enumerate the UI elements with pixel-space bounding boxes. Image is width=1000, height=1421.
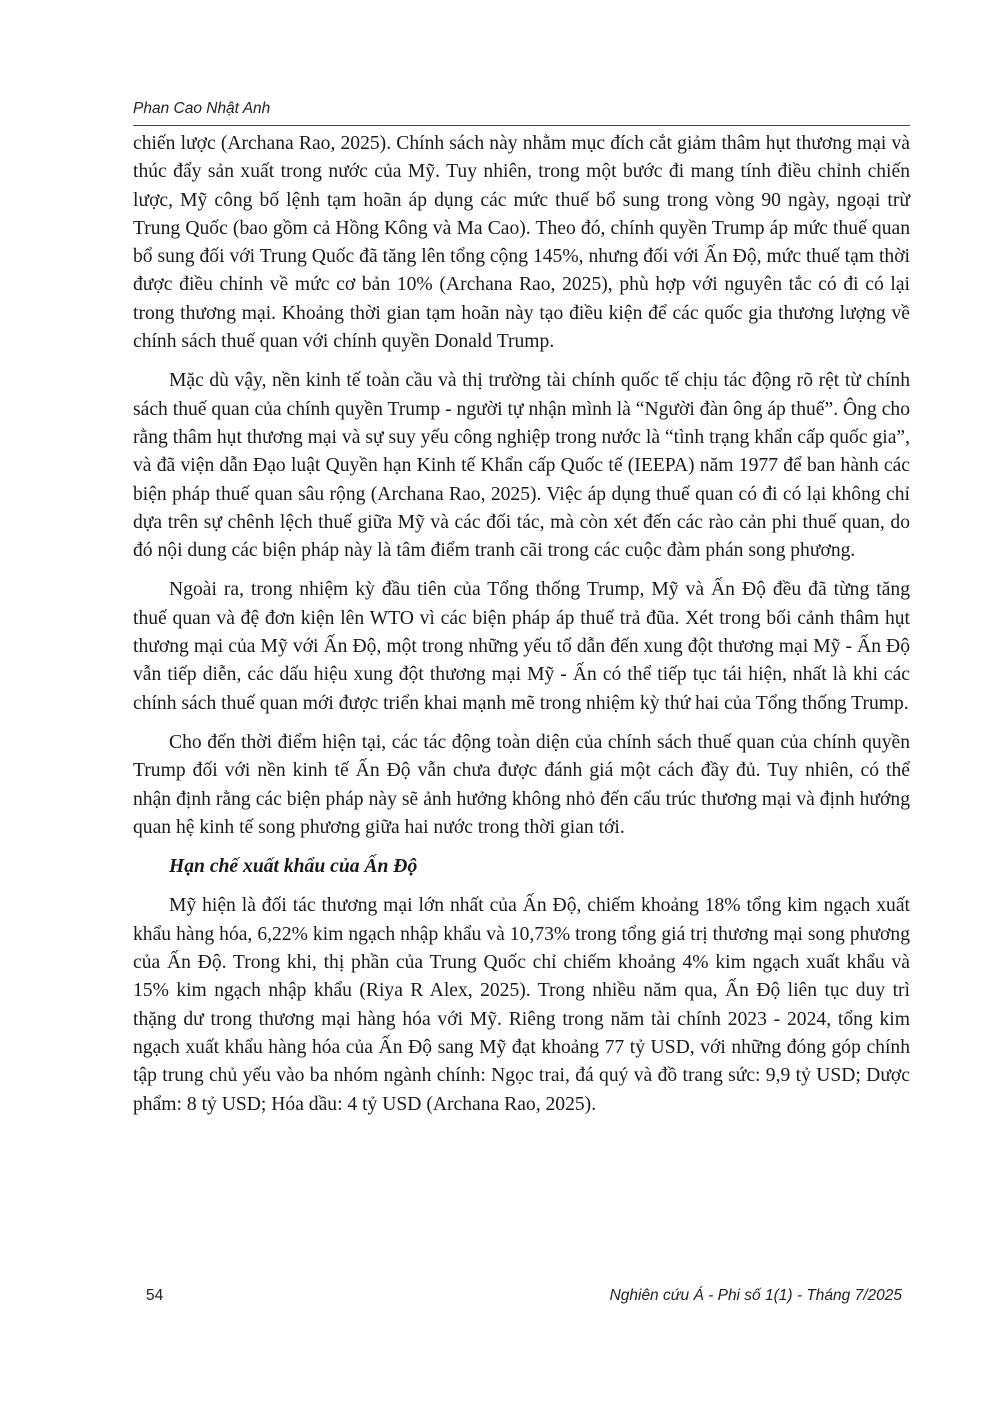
body-paragraph: Mỹ hiện là đối tác thương mại lớn nhất của Ấn Độ, chiếm khoảng 18% tổng kim ngạch xuất khẩu hàng hóa, 6,22% kim ngạch nhập khẩu và 10,73% trong tổng giá trị thương mại song phương của Ấn Độ. Trong khi, thị phần của Trung Quốc chỉ chiếm khoảng 4% kim ngạch xuất khẩu và 15% kim ngạch nhập khẩu (Riya R Alex, 2025). Trong nhiều năm qua, Ấn Độ liên tục duy trì thặng dư trong thương mại hàng hóa với Mỹ. Riêng trong năm tài chính 2023 - 2024, tổng kim ngạch xuất khẩu hàng hóa của Ấn Độ sang Mỹ đạt khoảng 77 tỷ USD, với những đóng góp chính tập trung chủ yếu vào ba nhóm ngành chính: Ngọc trai, đá quý và đồ trang sức: 9,9 tỷ USD; Dược phẩm: 8 tỷ USD; Hóa dầu: 4 tỷ USD (Archana Rao, 2025).	[133, 895, 910, 1115]
running-header-author: Phan Cao Nhật Anh	[133, 100, 271, 117]
journal-footer: Nghiên cứu Á - Phi số 1(1) - Tháng 7/2025	[609, 1287, 902, 1304]
body-paragraph: chiến lược (Archana Rao, 2025). Chính sách này nhằm mục đích cắt giảm thâm hụt thương mại và thúc đẩy sản xuất trong nước của Mỹ. Tuy nhiên, trong một bước đi mang tính điều chỉnh chiến lược, Mỹ công bố lệnh tạm hoãn áp dụng các mức thuế bổ sung trong vòng 90 ngày, ngoại trừ Trung Quốc (bao gồm cả Hồng Kông và Ma Cao). Theo đó, chính quyền Trump áp mức thuế quan bổ sung đối với Trung Quốc đã tăng lên tổng cộng 145%, nhưng đối với Ấn Độ, mức thuế tạm thời được điều chỉnh về mức cơ bản 10% (Archana Rao, 2025), phù hợp với nguyên tắc có đi có lại trong thương mại. Khoảng thời gian tạm hoãn này tạo điều kiện để các quốc gia thương lượng về chính sách thuế quan với chính quyền Donald Trump.	[133, 133, 910, 353]
body-paragraph: Ngoài ra, trong nhiệm kỳ đầu tiên của Tổng thống Trump, Mỹ và Ấn Độ đều đã từng tăng thuế quan và đệ đơn kiện lên WTO vì các biện pháp áp thuế trả đũa. Xét trong bối cảnh thâm hụt thương mại của Mỹ với Ấn Độ, một trong những yếu tố dẫn đến xung đột thương mại Mỹ - Ấn Độ vẫn tiếp diễn, các dấu hiệu xung đột thương mại Mỹ - Ấn có thể tiếp tục tái hiện, nhất là khi các chính sách thuế quan mới được triển khai mạnh mẽ trong nhiệm kỳ thứ hai của Tổng thống Trump.	[133, 579, 910, 714]
article-body	[133, 130, 910, 1130]
body-paragraph: Cho đến thời điểm hiện tại, các tác động toàn diện của chính sách thuế quan của chính quyền Trump đối với nền kinh tế Ấn Độ vẫn chưa được đánh giá một cách đầy đủ. Tuy nhiên, có thể nhận định rằng các biện pháp này sẽ ảnh hưởng không nhỏ đến cấu trúc thương mại và định hướng quan hệ kinh tế song phương giữa hai nước trong thời gian tới.	[133, 731, 910, 838]
body-paragraph: Mặc dù vậy, nền kinh tế toàn cầu và thị trường tài chính quốc tế chịu tác động rõ rệt từ chính sách thuế quan của chính quyền Trump - người tự nhận mình là “Người đàn ông áp thuế”. Ông cho rằng thâm hụt thương mại và sự suy yếu công nghiệp trong nước là “tình trạng khẩn cấp quốc gia”, và đã viện dẫn Đạo luật Quyền hạn Kinh tế Khẩn cấp Quốc tế (IEEPA) năm 1977 để ban hành các biện pháp thuế quan sâu rộng (Archana Rao, 2025). Việc áp dụng thuế quan có đi có lại không chỉ dựa trên sự chênh lệch thuế giữa Mỹ và các đối tác, mà còn xét đến các rào cản phi thuế quan, do đó nội dung các biện pháp này là tâm điểm tranh cãi trong các cuộc đàm phán song phương.	[133, 370, 910, 562]
page-number: 54	[146, 1287, 164, 1304]
section-heading: Hạn chế xuất khẩu của Ấn Độ	[169, 856, 418, 878]
header-divider	[133, 125, 910, 126]
